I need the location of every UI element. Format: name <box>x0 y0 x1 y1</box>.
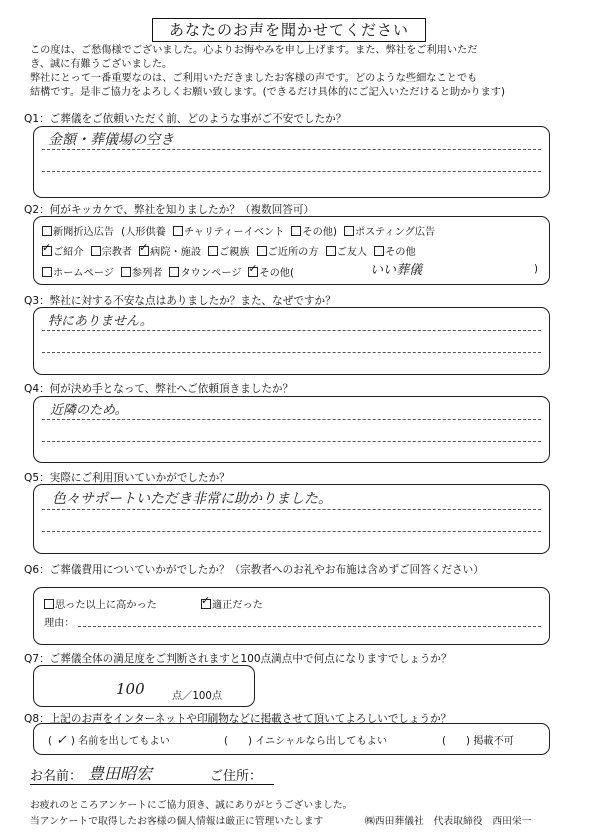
checkbox[interactable] <box>91 246 101 256</box>
option-label: ご親族 <box>219 247 250 258</box>
option-label: 参列者 <box>131 268 163 279</box>
q1-answer: 金額・葬儀場の空き <box>48 132 174 148</box>
option-label: タウンページ <box>180 268 242 279</box>
q6-option-expensive[interactable] <box>44 596 157 611</box>
q8-option-not-allowed[interactable]: ( ) 掲載不可 <box>442 736 514 747</box>
option-label: 新聞折込広告 <box>53 227 115 238</box>
option-label: 宗教者 <box>101 247 133 258</box>
option-label: イニシャルなら出してもよい <box>255 736 388 747</box>
q3-question: Q3：弊社に対する不安な点はありましたか？また、なぜですか？ <box>24 295 336 307</box>
q5-answer-box[interactable] <box>33 484 550 554</box>
answer-line <box>42 330 541 331</box>
answer-line <box>42 149 541 150</box>
checkbox-checked[interactable] <box>42 246 52 256</box>
q2-option[interactable] <box>173 223 285 238</box>
q1-question: Q1：ご葬儀をご依頼いただく前、どのような事がご不安でしたか？ <box>24 113 347 125</box>
checkbox[interactable] <box>173 226 183 236</box>
option-label: その他) <box>302 227 337 238</box>
q1-answer-box[interactable] <box>33 126 550 198</box>
checkbox[interactable] <box>326 246 336 256</box>
checkbox[interactable] <box>344 226 354 236</box>
checkbox[interactable] <box>44 599 54 609</box>
q2-other-answer: いい葬儀 <box>370 263 423 278</box>
q4-question: Q4：何が決め手となって、弊社へご依頼頂きましたか？ <box>24 383 294 395</box>
name-field[interactable] <box>30 764 274 785</box>
reason-line[interactable] <box>78 626 541 627</box>
name-label: お名前： <box>30 769 83 784</box>
option-label: 掲載不可 <box>473 736 514 747</box>
option-label: チャリティーイベント <box>183 227 285 238</box>
name-value: 豊田昭宏 <box>88 764 153 783</box>
q2-option[interactable] <box>121 264 163 279</box>
footer-privacy: 当アンケートで取得したお客様の個人情報は厳正に管理いたします <box>30 816 324 827</box>
q2-row-1 <box>42 223 435 238</box>
q2-option[interactable] <box>248 264 294 279</box>
q2-option[interactable] <box>257 243 319 258</box>
q6-answer-box <box>33 587 550 645</box>
checkbox-checked[interactable] <box>248 267 258 277</box>
q6-question: Q6：ご葬儀費用についていかがでしたか？（宗教者へのお礼やお布施は含めずご回答ください） <box>24 564 484 576</box>
option-label: その他( <box>259 268 294 279</box>
option-label: ご近所の方 <box>267 247 319 258</box>
q2-option[interactable] <box>374 243 416 258</box>
q2-option[interactable] <box>42 243 84 258</box>
checkbox[interactable] <box>169 267 179 277</box>
q2-option[interactable] <box>326 243 368 258</box>
q8-option-name-ok[interactable]: ( ✓ ) 名前を出してもよい <box>48 733 170 748</box>
answer-line <box>42 509 541 510</box>
q6-option-fair[interactable] <box>201 596 263 611</box>
footer-company: ㈱西田葬儀社 代表取締役 西田栄一 <box>365 816 532 827</box>
q2-option[interactable] <box>208 243 250 258</box>
answer-line <box>42 531 541 532</box>
option-label: 適正だった <box>212 600 263 611</box>
checkbox[interactable] <box>42 226 52 236</box>
q2-option[interactable] <box>169 264 241 279</box>
q2-options-box <box>33 216 550 285</box>
checkbox[interactable] <box>42 267 52 277</box>
option-label: ご友人 <box>336 247 368 258</box>
q3-answer: 特にありません。 <box>48 314 153 329</box>
footer-thanks: お疲れのところアンケートにご協力頂き、誠にありがとうございました。 <box>30 800 353 811</box>
q2-option[interactable] <box>42 264 114 279</box>
q2-option[interactable] <box>291 223 337 238</box>
q2-option[interactable] <box>344 223 435 238</box>
q7-score: 100 <box>116 680 145 698</box>
intro-line: 結構です。是非ご協力をよろしくお願い致します。(できるだけ具体的にご記入いただけると助かります) <box>30 87 505 98</box>
q2-option[interactable] <box>139 243 201 258</box>
q2-option[interactable] <box>91 243 133 258</box>
answer-line <box>42 419 541 420</box>
intro-line: 弊社にとって一番重要なのは、ご利用いただきましたお客様の声です。どのような些細なことでも <box>30 73 478 84</box>
answer-line <box>42 352 541 353</box>
option-label: ホームページ <box>53 268 114 279</box>
option-label: その他 <box>385 247 416 258</box>
checkbox[interactable] <box>208 246 218 256</box>
checkbox[interactable] <box>121 267 131 277</box>
answer-line <box>42 171 541 172</box>
option-label: (人形供養 <box>121 227 166 238</box>
checkbox-checked[interactable] <box>201 599 211 609</box>
checkbox[interactable] <box>291 226 301 236</box>
q4-answer: 近隣のため。 <box>50 403 128 418</box>
q7-question: Q7：ご葬儀全体の満足度をご判断されますと100点満点中で何点になりますでしょうか？ <box>24 653 452 665</box>
q8-question: Q8：上記のお声をインターネットや印刷物などに掲載させて頂いてよろしいでしょうか？ <box>24 713 452 725</box>
close-paren: ) <box>534 264 538 275</box>
intro-line: き、誠に有難うございました。 <box>30 59 173 70</box>
option-label: ポスティング広告 <box>354 227 436 238</box>
q5-question: Q5：実際にご利用頂いていかがでしたか？ <box>24 472 230 484</box>
intro-text <box>30 44 575 100</box>
option-label: 名前を出してもよい <box>78 736 170 747</box>
q2-question: Q2：何がキッカケで、弊社を知りましたか？（複数回答可） <box>24 204 315 216</box>
q7-score-suffix: 点／100点 <box>172 691 223 702</box>
q3-answer-box[interactable] <box>33 307 550 375</box>
survey-title: あなたのお声を聞かせてください <box>152 18 426 42</box>
option-label: ご紹介 <box>53 247 84 258</box>
q8-options-box <box>33 723 550 755</box>
q5-answer: 色々サポートいただき非常に助かりました。 <box>52 491 332 507</box>
checkbox[interactable] <box>374 246 384 256</box>
intro-line: この度は、ご愁傷様でございました。心よりお悔やみを申し上げます。また、弊社をご利用いただ <box>30 45 478 56</box>
check-mark-icon: ✓ <box>55 733 67 748</box>
q4-answer-box[interactable] <box>33 396 550 463</box>
q2-option[interactable] <box>42 223 114 238</box>
q7-score-box[interactable] <box>33 665 255 707</box>
q8-option-initials-ok[interactable]: ( ) イニシャルなら出してもよい <box>224 736 388 747</box>
q6-reason-label: 理由： <box>44 618 75 629</box>
option-label: 病院・施設 <box>150 247 202 258</box>
address-label: ご住所： <box>210 769 263 784</box>
checkbox-checked[interactable] <box>139 246 149 256</box>
q2-row-3 <box>42 264 294 279</box>
checkbox[interactable] <box>257 246 267 256</box>
q2-row-2 <box>42 243 416 258</box>
q2-option[interactable] <box>121 223 166 238</box>
option-label: 思った以上に高かった <box>55 600 157 611</box>
answer-line <box>42 441 541 442</box>
